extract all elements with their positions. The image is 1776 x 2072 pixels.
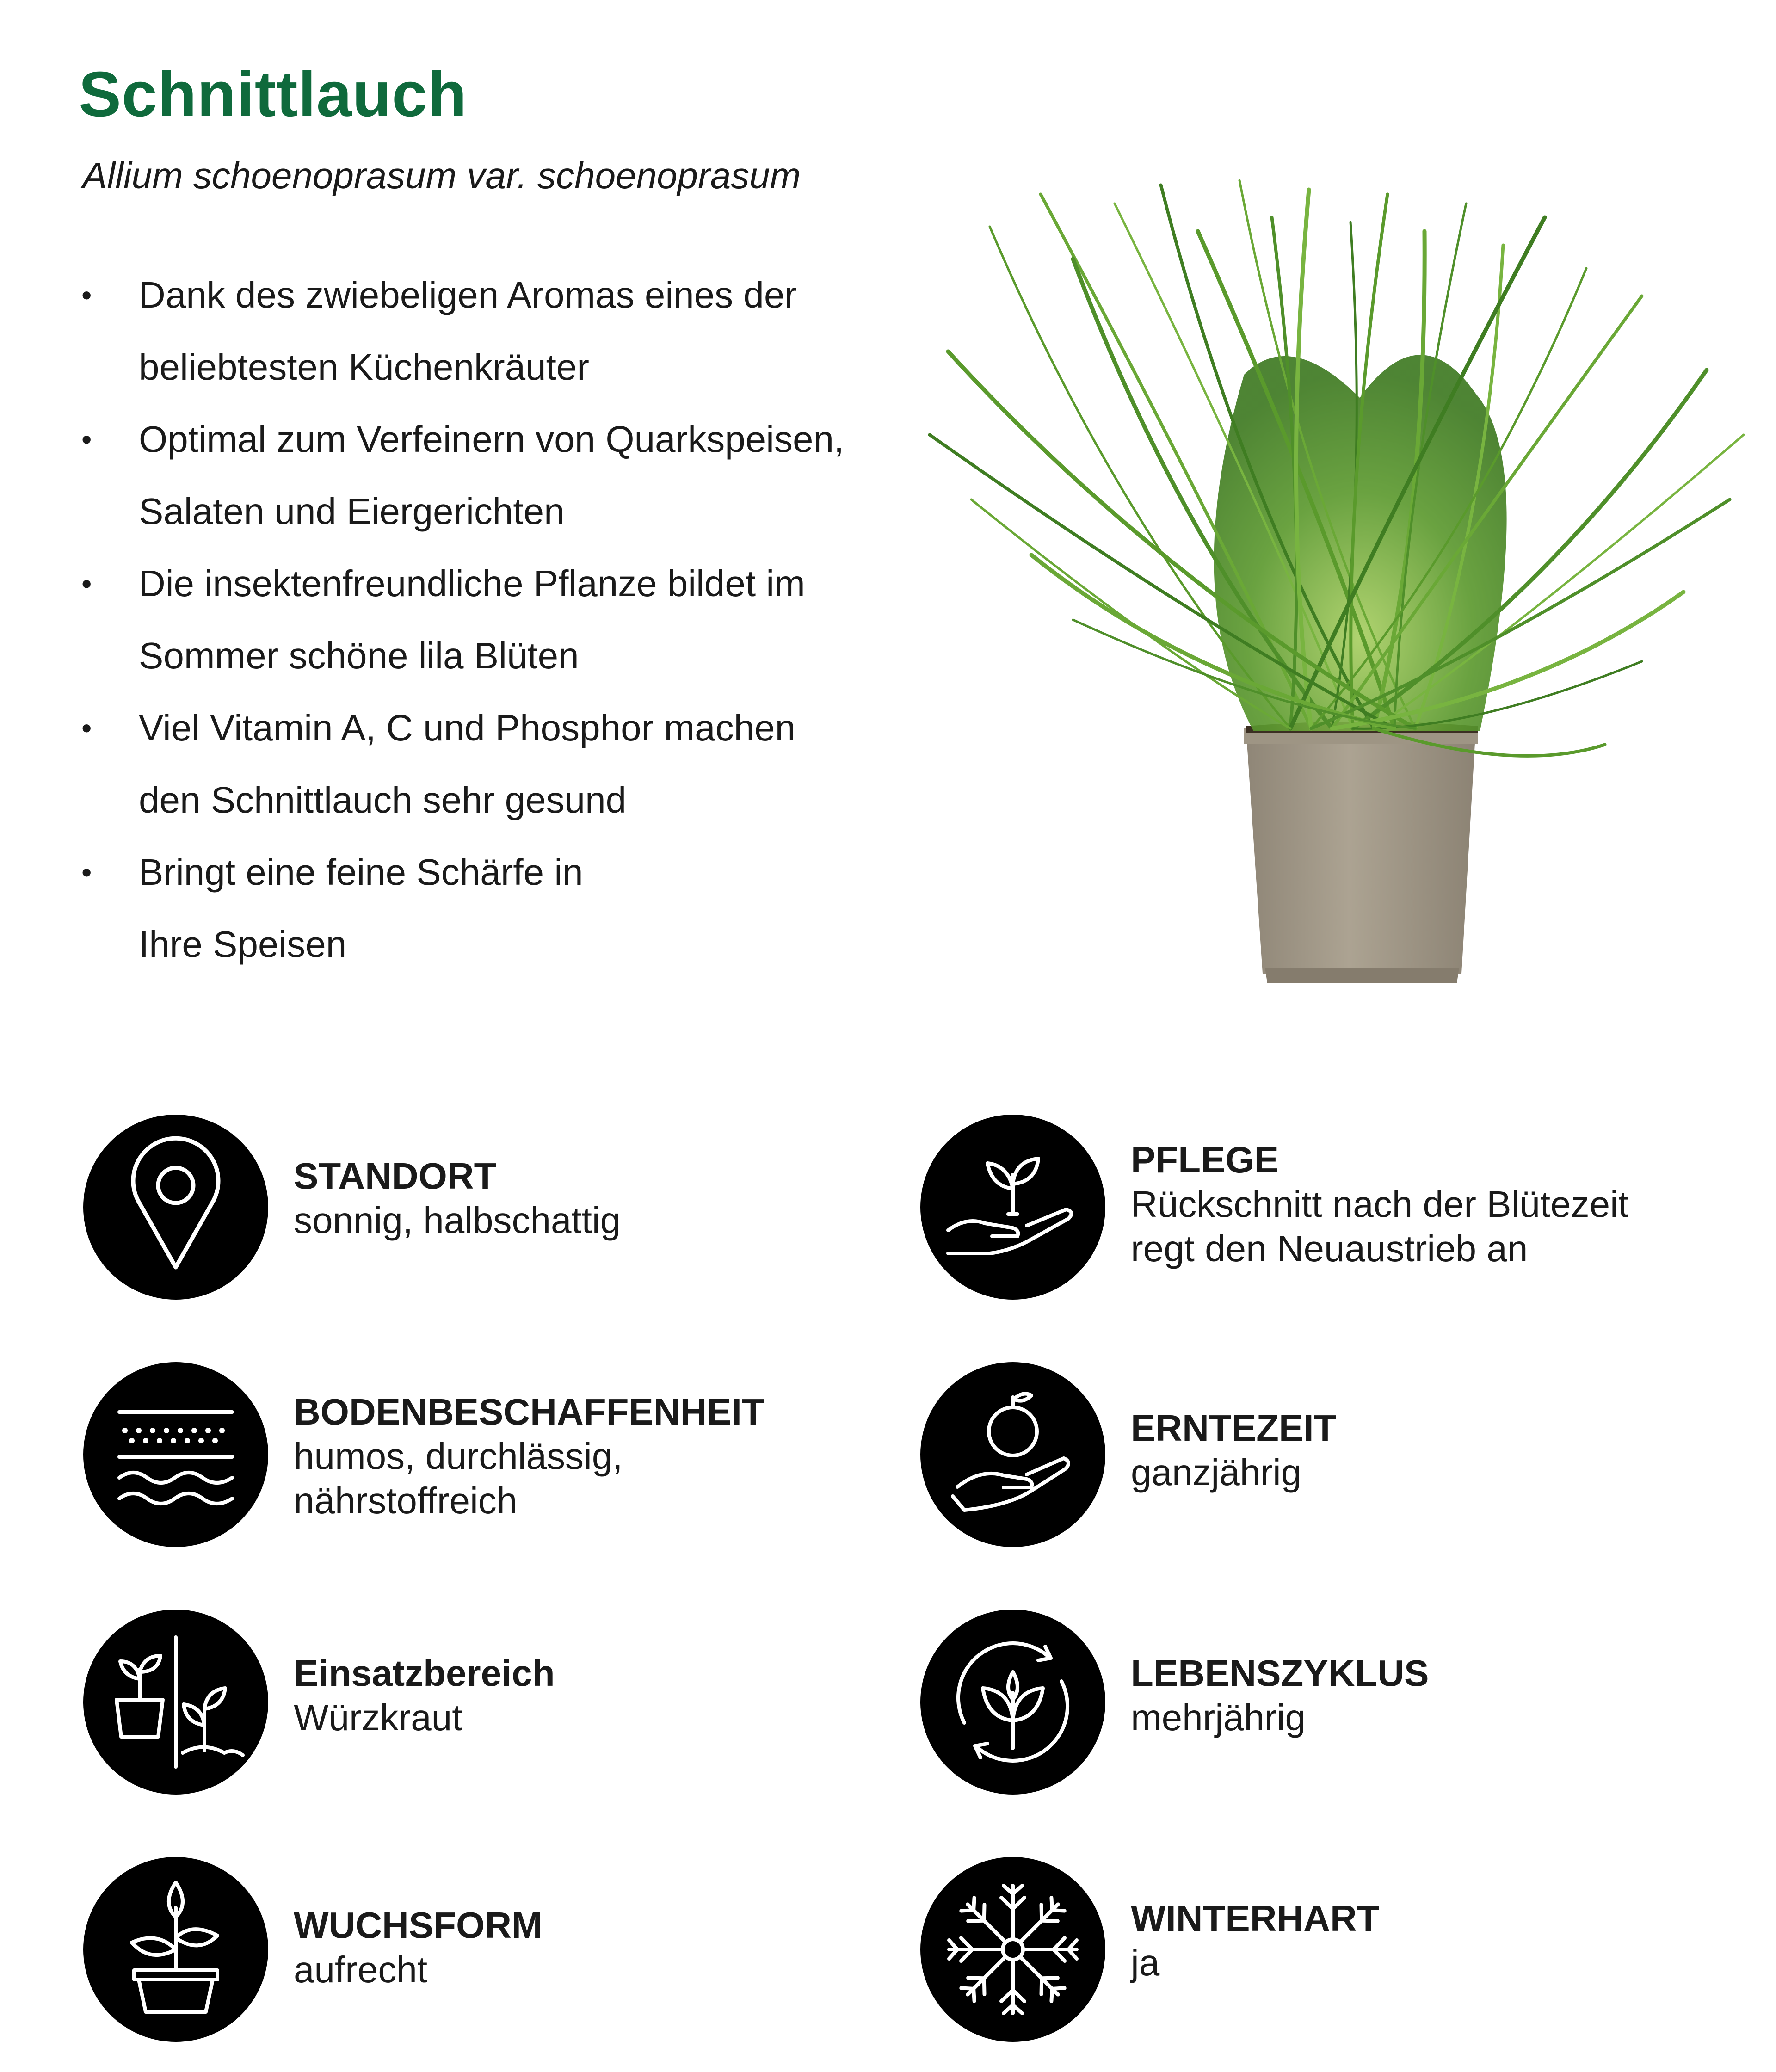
pot-and-garden-icon [83, 1610, 268, 1794]
list-item-line: Bringt eine feine Schärfe in [139, 851, 583, 893]
feature-label: Einsatzbereich [294, 1653, 555, 1694]
feature-label: ERNTEZEIT [1131, 1407, 1337, 1449]
feature-value: mehrjährig [1131, 1697, 1306, 1738]
list-item [79, 692, 957, 836]
list-item-line: Viel Vitamin A, C und Phosphor machen [139, 707, 796, 748]
location-pin-icon [83, 1115, 268, 1300]
hand-fruit-icon [920, 1362, 1105, 1547]
feature-label: LEBENSZYKLUS [1131, 1653, 1429, 1694]
feature-label: BODENBESCHAFFENHEIT [294, 1391, 765, 1432]
list-item-line: den Schnittlauch sehr gesund [139, 779, 627, 820]
feature-label: WINTERHART [1131, 1898, 1380, 1939]
list-item-line: beliebtesten Küchenkräuter [139, 346, 589, 388]
list-item-line: Ihre Speisen [139, 924, 347, 965]
potted-plant-icon [83, 1857, 268, 2042]
life-cycle-icon [920, 1610, 1105, 1794]
bullet-dot-icon: • [81, 856, 92, 889]
chive-leaves-icon [930, 180, 1744, 756]
list-item-line: Salaten und Eiergerichten [139, 491, 565, 532]
bullet-dot-icon: • [81, 567, 92, 600]
feature-value: aufrecht [294, 1949, 428, 1990]
list-item-line: Sommer schöne lila Blüten [139, 635, 579, 676]
feature-value: nährstoffreich [294, 1480, 518, 1521]
feature-value: Würzkraut [294, 1697, 462, 1738]
feature-value: humos, durchlässig, [294, 1436, 623, 1477]
snowflake-icon [920, 1857, 1105, 2042]
pot-icon [1244, 722, 1478, 983]
feature-value: ganzjährig [1131, 1452, 1302, 1493]
feature-value: Rückschnitt nach der Blütezeit [1131, 1184, 1629, 1225]
list-item [79, 836, 957, 980]
feature-label: WUCHSFORM [294, 1905, 543, 1946]
botanical-name: Allium schoenoprasum var. schoenoprasum [82, 155, 801, 196]
page-title: Schnittlauch [79, 59, 468, 130]
benefits-list [79, 259, 957, 980]
feature-label: STANDORT [294, 1155, 497, 1196]
list-item [79, 403, 957, 548]
hand-seedling-icon [920, 1115, 1105, 1300]
bullet-dot-icon: • [81, 278, 92, 312]
feature-label: PFLEGE [1131, 1139, 1279, 1180]
list-item-line: Die insektenfreundliche Pflanze bildet im [139, 563, 805, 604]
list-item [79, 259, 957, 403]
list-item [79, 548, 957, 692]
feature-value: regt den Neuaustrieb an [1131, 1228, 1528, 1269]
bullet-dot-icon: • [81, 423, 92, 456]
bullet-dot-icon: • [81, 711, 92, 745]
feature-value: sonnig, halbschattig [294, 1200, 621, 1241]
chives-plant-image [920, 176, 1753, 999]
feature-value: ja [1131, 1942, 1160, 1983]
list-item-line: Optimal zum Verfeinern von Quarkspeisen, [139, 419, 845, 460]
list-item-line: Dank des zwiebeligen Aromas eines der [139, 274, 797, 315]
soil-layers-icon [83, 1362, 268, 1547]
